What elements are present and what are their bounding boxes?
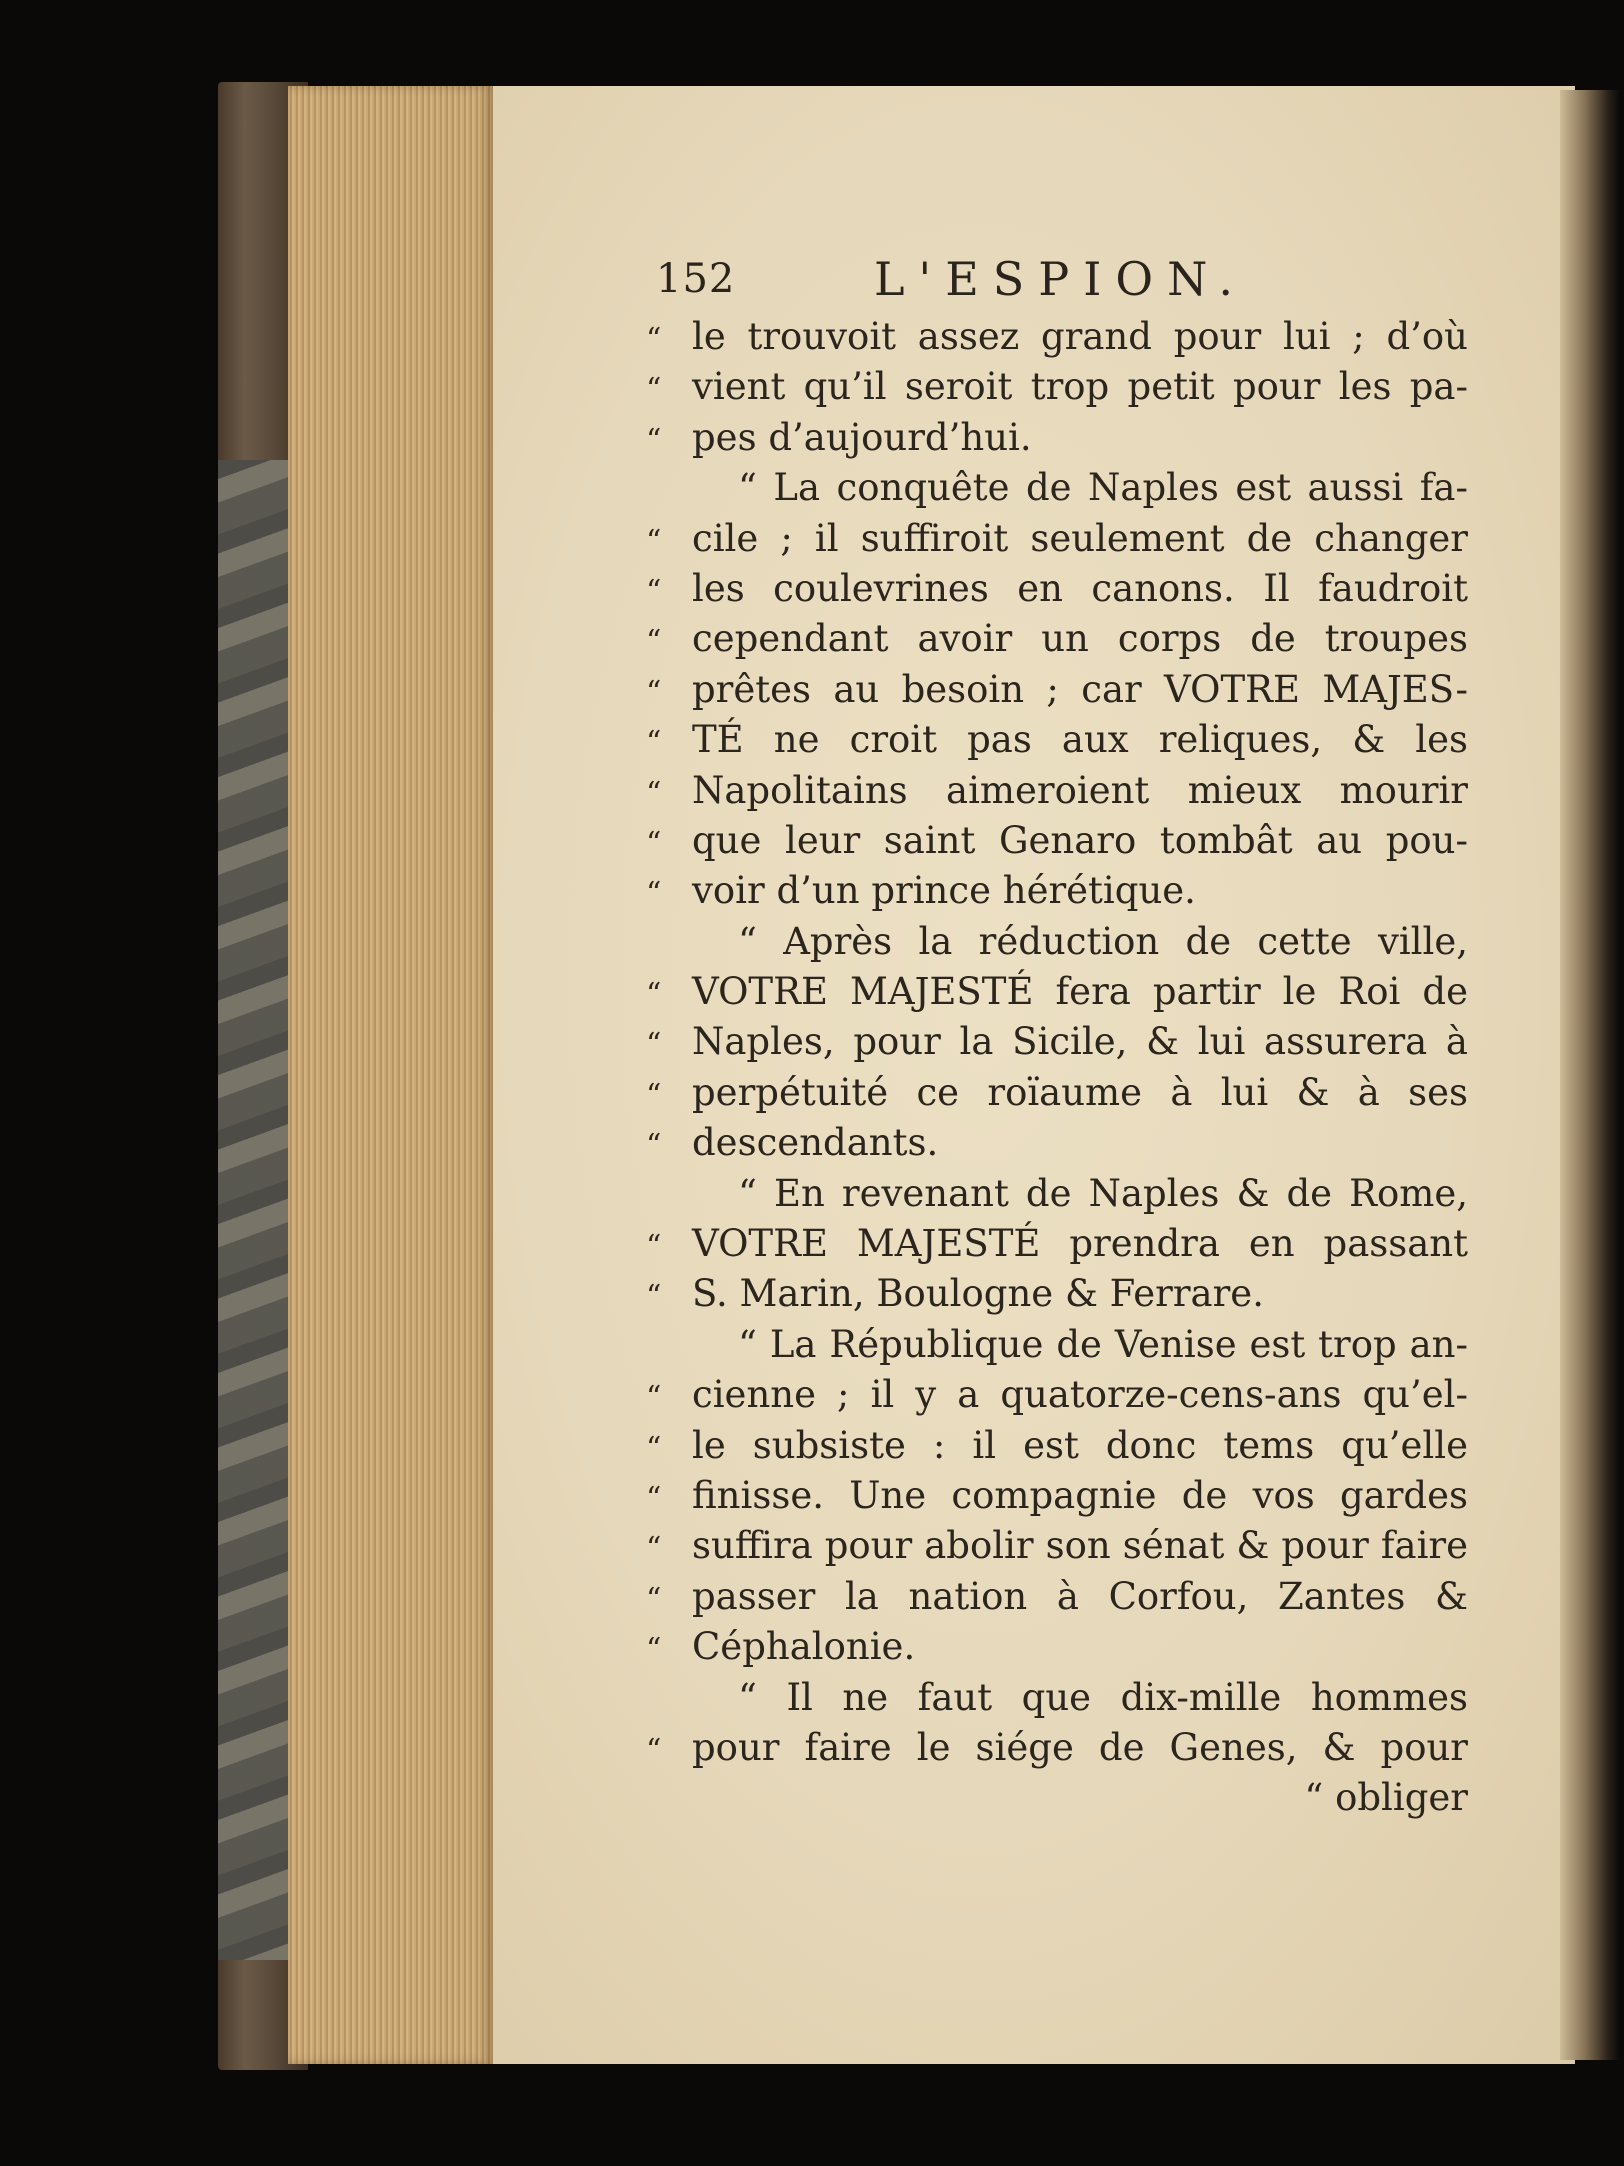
text-line [646,614,1468,664]
quote-mark: “ [646,1077,662,1113]
marbled-cover [218,460,288,1960]
line-text: “ Il ne faut que dix-mille hommes [738,1675,1468,1719]
quote-mark: “ [646,573,662,609]
page-number: 152 [656,256,736,302]
text-line [646,1219,1468,1269]
quote-mark: “ [646,825,662,861]
line-text: “ La conquête de Naples est aussi fa- [738,466,1468,510]
quote-mark: “ [646,1632,662,1668]
line-text: suffira pour abolir son sénat & pour faire [692,1524,1468,1568]
text-line [646,1169,1468,1219]
line-text: Céphalonie. [692,1625,916,1669]
quote-mark: “ [646,1128,662,1164]
text-line [646,967,1468,1017]
line-text: “ En revenant de Naples & de Rome, [738,1171,1468,1215]
quote-mark: “ [646,1732,662,1768]
quote-mark: “ [646,725,662,761]
line-text: cienne ; il y a quatorze-cens-ans qu’el- [692,1373,1468,1417]
text-line [646,1269,1468,1319]
text-line [646,312,1468,362]
text-line [646,917,1468,967]
text-line [646,1572,1468,1622]
quote-mark: “ [646,1229,662,1265]
running-title: L'ESPION. [874,252,1248,306]
text-line [646,1673,1468,1723]
text-line [646,1017,1468,1067]
text-line [646,362,1468,412]
line-text: le trouvoit assez grand pour lui ; d’où [692,315,1468,358]
quote-mark: “ [646,775,662,811]
quote-mark: “ [646,674,662,710]
quote-mark: “ [646,1430,662,1466]
text-line [646,715,1468,765]
quote-mark: “ [646,422,662,458]
quote-mark: “ [646,1279,662,1315]
line-text: “ obliger [1304,1776,1468,1820]
line-text: passer la nation à Corfou, Zantes & [692,1574,1468,1618]
quote-mark: “ [646,372,662,408]
text-line [646,1370,1468,1420]
line-text: TÉ ne croit pas aux reliques, & les [692,718,1468,762]
line-text: cependant avoir un corps de troupes [692,617,1468,661]
line-text: S. Marin, Boulogne & Ferrare. [692,1272,1264,1316]
quote-mark: “ [646,876,662,912]
text-line [646,1521,1468,1571]
quote-mark: “ [646,1480,662,1516]
line-text: descendants. [692,1121,939,1165]
text-line [646,1421,1468,1471]
line-text: perpétuité ce roïaume à lui & à ses [692,1070,1468,1114]
line-text: VOTRE MAJESTÉ prendra en passant [692,1222,1468,1266]
line-text: “ La République de Venise est trop an- [738,1322,1468,1366]
quote-mark: “ [646,322,662,357]
text-line [646,1320,1468,1370]
line-text: les coulevrines en canons. Il faudroit [692,566,1468,610]
page-gutter [1560,90,1620,2060]
text-line [646,1068,1468,1118]
line-text: pes d’aujourd’hui. [692,415,1032,459]
line-text: VOTRE MAJESTÉ fera partir le Roi de [692,970,1468,1014]
text-line [646,413,1468,463]
body-text [646,312,1468,1824]
quote-mark: “ [646,1027,662,1063]
line-text: cile ; il suffiroit seulement de changer [692,516,1468,560]
text-line [646,1471,1468,1521]
line-text: le subsiste : il est donc tems qu’elle [692,1423,1468,1467]
quote-mark: “ [646,523,662,559]
line-text: pour faire le siége de Genes, & pour [692,1725,1468,1769]
text-line [646,564,1468,614]
line-text: Naples, pour la Sicile, & lui assurera à [692,1020,1468,1064]
text-line [646,665,1468,715]
text-line [646,1622,1468,1672]
text-line [646,816,1468,866]
page-header [656,252,1476,312]
catchword [646,1773,1468,1823]
line-text: prêtes au besoin ; car VOTRE MAJES- [692,667,1468,711]
text-line [646,463,1468,513]
text-line [646,514,1468,564]
line-text: “ Après la réduction de cette ville, [738,919,1468,963]
line-text: Napolitains aimeroient mieux mourir [692,768,1468,812]
text-line [646,866,1468,916]
page-edges [288,86,493,2064]
line-text: vient qu’il seroit trop petit pour les pa- [692,365,1468,409]
line-text: finisse. Une compagnie de vos gardes [692,1473,1468,1517]
line-text: que leur saint Genaro tombât au pou- [692,818,1468,862]
quote-mark: “ [646,1531,662,1567]
quote-mark: “ [646,1581,662,1617]
quote-mark: “ [646,1380,662,1416]
text-line [646,1118,1468,1168]
text-line [646,766,1468,816]
text-line [646,1723,1468,1773]
line-text: voir d’un prince hérétique. [692,869,1196,913]
quote-mark: “ [646,977,662,1013]
quote-mark: “ [646,624,662,660]
